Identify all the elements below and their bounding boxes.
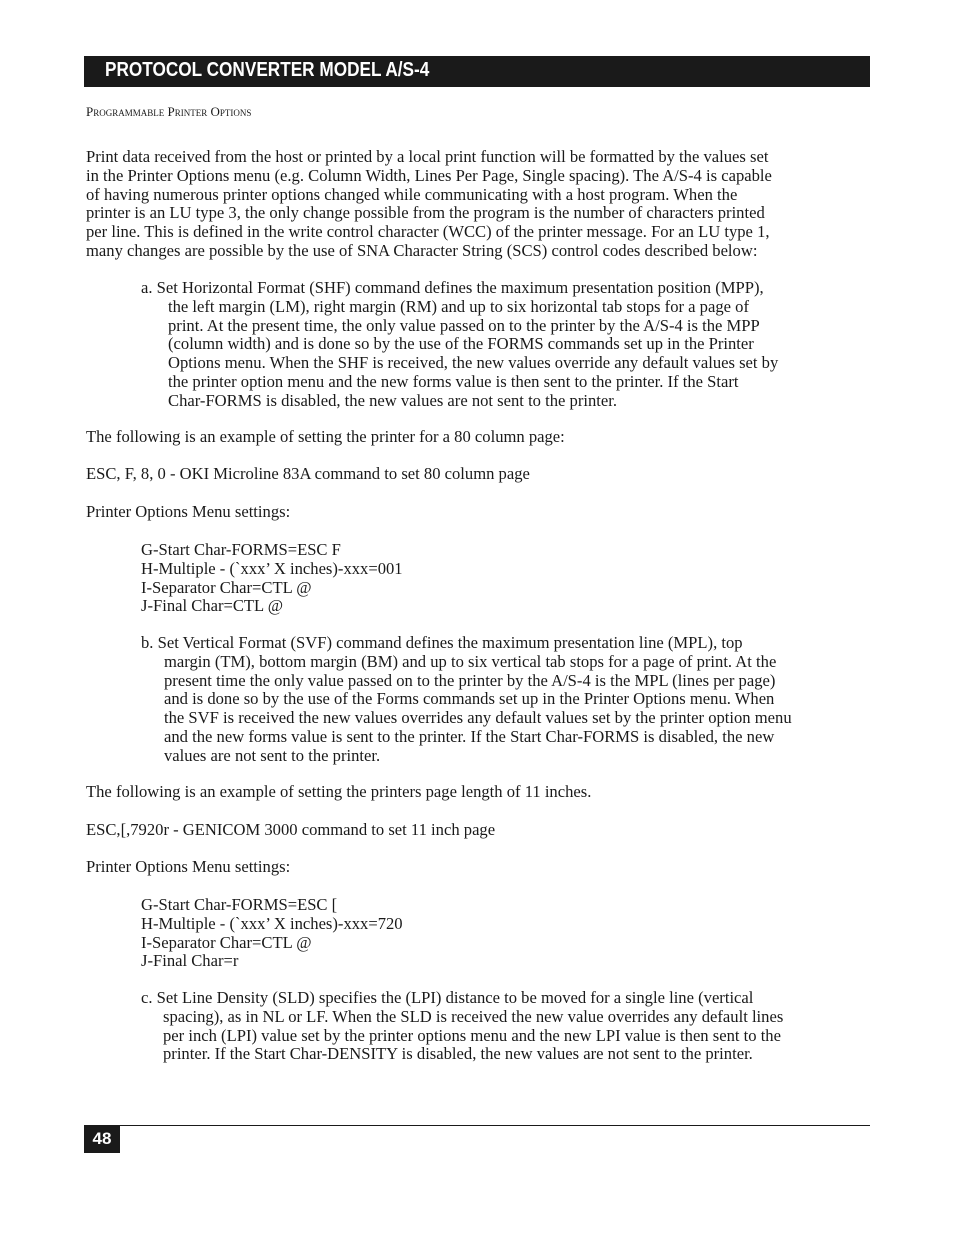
- setting-line: I-Separator Char=CTL @: [141, 577, 312, 597]
- section-title: Programmable Printer Options: [86, 104, 252, 119]
- setting-line: G-Start Char-FORMS=ESC F: [141, 540, 341, 559]
- setting-line: J-Final Char=r: [141, 951, 239, 971]
- item-a-paragraph: [141, 279, 778, 410]
- example-b-intro: The following is an example of setting the printers page length of 11 inches.: [86, 782, 592, 801]
- intro-line: per line. This is defined in the write control character (WCC) of the printer message. For an LU type 1,: [86, 222, 770, 241]
- setting-line: J-Final Char=CTL @: [141, 596, 284, 616]
- setting-line: I-Separator Char=CTL @: [141, 932, 312, 952]
- intro-line: Print data received from the host or printed by a local print function will be formatted by the values set: [86, 147, 769, 166]
- example-b-menu-label: Printer Options Menu settings:: [86, 857, 291, 876]
- example-a-settings: [141, 541, 403, 616]
- item-b-line: b. Set Vertical Format (SVF) command defines the maximum presentation line (MPL), top: [141, 633, 743, 652]
- example-b-command: ESC,[,7920r - GENICOM 3000 command to set 11 inch page: [86, 820, 496, 839]
- setting-line: G-Start Char-FORMS=ESC [: [141, 895, 338, 914]
- item-b-line: values are not sent to the printer.: [164, 745, 381, 765]
- example-a-intro: The following is an example of setting the printer for a 80 column page:: [86, 427, 565, 446]
- page-title: PROTOCOL CONVERTER MODEL A/S-4: [105, 59, 430, 81]
- item-b-line: and is done so by the use of the Forms commands set up in the Printer Options menu. When: [164, 689, 775, 709]
- example-a-menu-label: Printer Options Menu settings:: [86, 502, 291, 521]
- item-a-line: Char-FORMS is disabled, the new values are not sent to the printer.: [168, 390, 618, 410]
- item-b-line: and the new forms value is sent to the printer. If the Start Char-FORMS is disabled, the new: [164, 726, 775, 746]
- item-c-paragraph: [141, 989, 783, 1064]
- item-c-line: c. Set Line Density (SLD) specifies the (LPI) distance to be moved for a single line (vertical: [141, 988, 754, 1007]
- item-a-line: the left margin (LM), right margin (RM) and up to six horizontal tab stops for a page of: [168, 296, 749, 316]
- setting-line: H-Multiple - (`xxx’ X inches)-xxx=720: [141, 913, 403, 933]
- intro-line: of having numerous printer options changed while communicating with a host program. When the: [86, 184, 738, 204]
- intro-paragraph: [86, 148, 772, 261]
- setting-line: H-Multiple - (`xxx’ X inches)-xxx=001: [141, 558, 403, 578]
- item-b-line: present time the only value passed on to the printer by the A/S-4 is the MPL (lines per page): [164, 670, 776, 690]
- footer-rule: [84, 1125, 870, 1126]
- intro-line: in the Printer Options menu (e.g. Column Width, Lines Per Page, Single spacing). The A/S-4 is capable: [86, 165, 772, 185]
- example-b-settings: [141, 896, 403, 971]
- item-c-line: spacing), as in NL or LF. When the SLD is received the new value overrides any default lines: [163, 1006, 784, 1026]
- item-c-line: printer. If the Start Char-DENSITY is disabled, the new values are not sent to the printer.: [163, 1044, 753, 1064]
- item-b-paragraph: [141, 634, 792, 765]
- header-bar: [84, 56, 870, 87]
- example-a-command: ESC, F, 8, 0 - OKI Microline 83A command to set 80 column page: [86, 464, 530, 483]
- item-a-line: Options menu. When the SHF is received, the new values override any default values set by: [168, 353, 779, 372]
- intro-line: printer is an LU type 3, the only change possible from the program is the number of characters printed: [86, 203, 765, 223]
- item-a-line: a. Set Horizontal Format (SHF) command defines the maximum presentation position (MPP),: [141, 278, 764, 297]
- page-number: 48: [84, 1125, 120, 1153]
- item-a-line: print. At the present time, the only value passed on to the printer by the A/S-4 is the MPP: [168, 315, 760, 335]
- item-b-line: margin (TM), bottom margin (BM) and up to six vertical tab stops for a page of print. At the: [164, 651, 777, 671]
- intro-line: many changes are possible by the use of SNA Character String (SCS) control codes described below:: [86, 240, 758, 260]
- item-b-line: the SVF is received the new values overrides any default values set by the printer option menu: [164, 708, 792, 727]
- item-c-line: per inch (LPI) value set by the printer options menu and the new LPI value is then sent to the: [163, 1025, 781, 1045]
- item-a-line: the printer option menu and the new forms value is then sent to the printer. If the Start: [168, 371, 739, 391]
- item-a-line: (column width) and is done so by the use of the FORMS commands set up in the Printer: [168, 334, 754, 354]
